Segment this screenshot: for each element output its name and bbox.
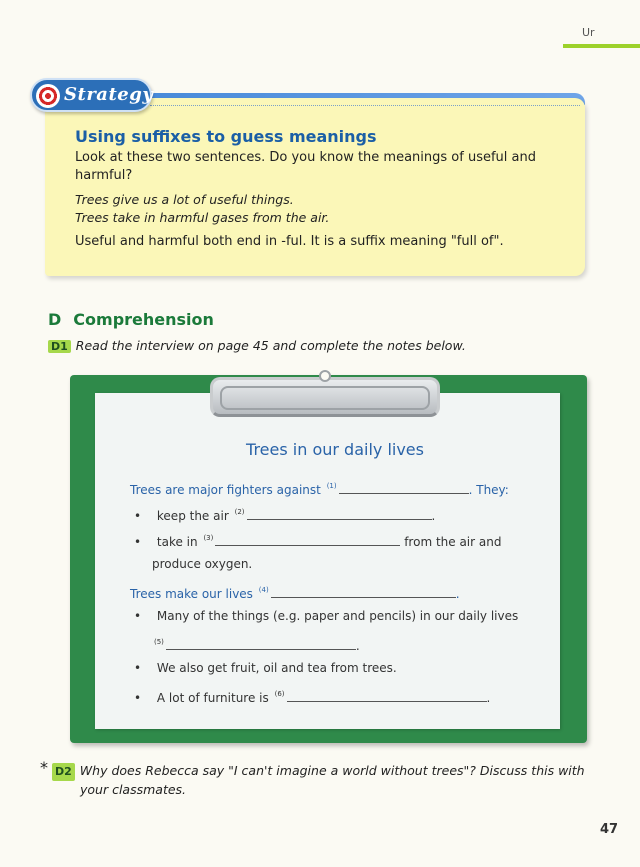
clipboard-ring <box>319 370 331 382</box>
task-d1-instruction: Read the interview on page 45 and complete the notes below. <box>75 338 466 353</box>
notes-text: A lot of furniture is <box>156 691 269 705</box>
blank-number: (6) <box>274 690 285 698</box>
notes-line-lives: Trees make our lives $^{(4)}$ . <box>130 586 460 601</box>
task-d1 <box>48 338 466 353</box>
example-sentence: Trees take in harmful gases from the air. <box>75 210 330 225</box>
task-d2-continuation: your classmates. <box>80 782 187 797</box>
answer-blank-5[interactable] <box>166 638 356 650</box>
strategy-intro: Look at these two sentences. Do you know the meanings of useful and harmful? <box>75 150 536 183</box>
target-icon <box>36 84 60 108</box>
blank-number: (5) <box>154 638 164 646</box>
challenge-star: * <box>40 758 48 777</box>
task-d2 <box>40 762 600 799</box>
notes-text: from the air and <box>404 535 502 549</box>
unit-accent-bar <box>563 44 640 48</box>
notes-continuation: $^{(5)}$ . <box>154 638 360 653</box>
notes-title: Trees in our daily lives <box>246 440 424 459</box>
blank-number: (1) <box>326 482 337 490</box>
strategy-examples <box>75 191 575 227</box>
section-title: Comprehension <box>73 310 214 329</box>
notes-text: take in <box>156 535 198 549</box>
section-heading <box>48 310 214 329</box>
notes-text: We also get fruit, oil and tea from trees. <box>156 661 397 675</box>
notes-text: keep the air <box>156 509 229 523</box>
task-d2-question: Why does Rebecca say "I can't imagine a world without trees"? Discuss this with <box>79 763 585 778</box>
answer-blank-2[interactable] <box>247 508 432 520</box>
blank-number: (2) <box>234 508 245 516</box>
answer-blank-1[interactable] <box>339 482 469 494</box>
answer-blank-3[interactable] <box>215 534 400 546</box>
task-tag-d1: D1 <box>48 340 71 353</box>
strategy-note: Useful and harmful both end in -ful. It is a suffix meaning "full of". <box>75 234 504 249</box>
notes <box>130 440 540 711</box>
strategy-title: Using suffixes to guess meanings <box>75 127 377 146</box>
strategy-badge <box>30 78 152 112</box>
notes-line-fighters <box>130 477 540 503</box>
notes-bullet <box>130 659 540 685</box>
clipboard-clip-wire <box>220 386 430 410</box>
notes-continuation: produce oxygen. <box>152 557 253 571</box>
answer-blank-4[interactable] <box>271 586 456 598</box>
example-sentence: Trees give us a lot of useful things. <box>75 192 294 207</box>
unit-label: Ur <box>582 26 595 39</box>
blank-number: (3) <box>203 534 214 542</box>
page-number: 47 <box>600 822 619 837</box>
answer-blank-6[interactable] <box>287 690 487 702</box>
notes-bullet <box>130 607 540 633</box>
blank-number: (4) <box>258 586 269 594</box>
notes-text: Trees make our lives <box>130 587 253 601</box>
notes-text: Many of the things (e.g. paper and pencils) in our daily lives <box>156 609 519 623</box>
section-letter: D <box>48 310 62 329</box>
task-d2-line <box>40 762 600 781</box>
notes-bullet: • keep the air $^{(2)}$ . <box>130 503 540 529</box>
notes-text: . They: <box>468 483 509 497</box>
strategy-divider <box>150 105 580 106</box>
notes-bullet <box>130 529 540 555</box>
task-tag-d2: D2 <box>52 763 75 781</box>
notes-text: Trees are major fighters against <box>130 483 321 497</box>
notes-bullet: • A lot of furniture is $^{(6)}$ . <box>130 685 540 711</box>
strategy-content <box>75 128 575 257</box>
strategy-badge-label: Strategy <box>64 84 154 105</box>
